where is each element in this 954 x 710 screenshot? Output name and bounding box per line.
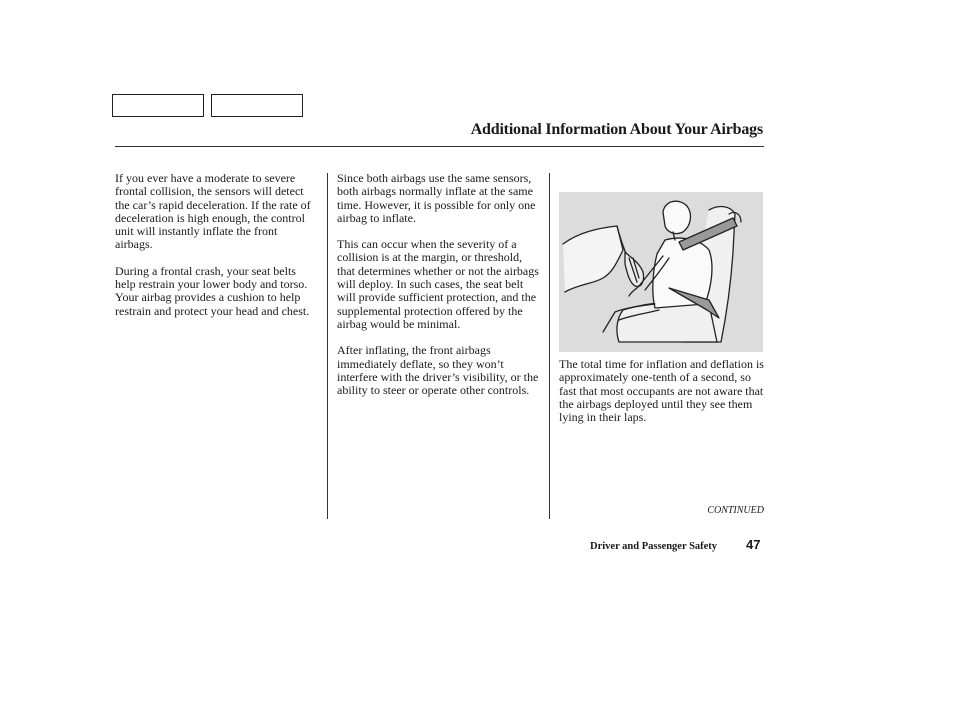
nav-tab-box-1[interactable] bbox=[112, 94, 204, 117]
text-column-2 bbox=[337, 172, 541, 410]
nav-tab-box-2[interactable] bbox=[211, 94, 303, 117]
footer-section-title: Driver and Passenger Safety bbox=[590, 541, 718, 552]
paragraph: During a frontal crash, your seat belts help restrain your lower body and torso. Your airbag provides a cushion to help restrain and protect your head and chest. bbox=[115, 263, 310, 318]
paragraph: This can occur when the severity of a collision is at the margin, or threshold, that determines whether or not the airbags will deploy. In such cases, the seat belt will provide sufficient protection, and the supplemental protection offered by the airbag would be minimal. bbox=[337, 237, 539, 331]
airbag-illustration bbox=[559, 192, 763, 352]
continued-label: CONTINUED bbox=[707, 505, 764, 516]
airbag-deflated-icon bbox=[559, 192, 763, 352]
paragraph: After inflating, the front airbags immediately deflate, so they won’t interfere with the driver’s visibility, or the ability to steer or operate other controls. bbox=[337, 343, 539, 398]
page-number: 47 bbox=[746, 537, 761, 552]
title-rule bbox=[115, 146, 764, 147]
paragraph: If you ever have a moderate to severe frontal collision, the sensors will detect the car’s rapid deceleration. If the rate of deceleration is high enough, the control unit will instantly inflate the front airbags. bbox=[115, 171, 311, 252]
paragraph: Since both airbags use the same sensors, both airbags normally inflate at the same time. However, it is possible for only one airbag to inflate. bbox=[337, 171, 536, 225]
column-divider bbox=[327, 173, 328, 519]
text-column-1 bbox=[115, 172, 315, 331]
column-divider bbox=[549, 173, 550, 519]
page-title: Additional Information About Your Airbags bbox=[470, 121, 763, 138]
text-column-3 bbox=[559, 358, 764, 437]
paragraph: The total time for inflation and deflation is approximately one-tenth of a second, so fast that most occupants are not aware that the airbags deployed until they see them lying in their laps. bbox=[559, 357, 764, 425]
